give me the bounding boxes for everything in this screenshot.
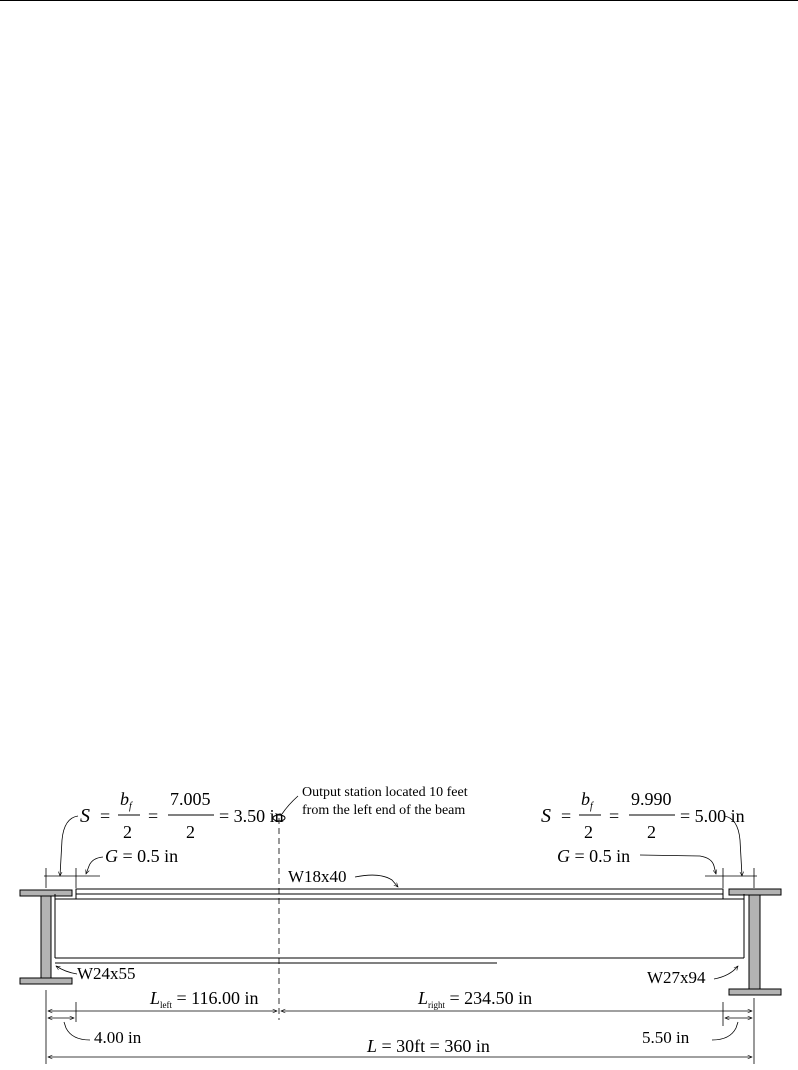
left-column-top-flange [20,890,72,896]
left-eq2: = [148,806,159,826]
output-station-leader [282,796,298,814]
right-column-leader [714,966,738,979]
left-setback-leader [60,816,78,876]
right-frac1-num-sub: f [590,801,593,812]
right-frac1-num [581,789,594,812]
right-offset-leader [712,1022,738,1040]
left-gap-var: G [105,846,118,866]
left-frac1-num [120,789,133,812]
beam [55,889,744,963]
left-frac2-num: 7.005 [170,789,211,809]
right-column-bottom-flange [729,989,781,995]
left-frac2-den: 2 [186,822,195,842]
left-frac1-num-base: b [120,789,129,809]
right-column-web [749,895,760,989]
beam-top-flange [76,889,723,894]
left-gap-rest: = 0.5 in [118,846,179,866]
total-value: = 30ft = 360 in [377,1036,490,1056]
right-gap-label [557,846,630,866]
beam-label-leader [355,875,398,887]
right-gap-leader [640,855,716,874]
output-station-text-line2: from the left end of the beam [302,803,466,818]
left-frac1-num-sub: f [129,801,132,812]
l-left-base: L [150,988,161,1008]
right-result: = 5.00 in [680,806,745,826]
l-left-sub: left [160,1000,173,1010]
beam-label: W18x40 [288,867,347,886]
right-eq2: = [609,806,620,826]
right-frac2-num: 9.990 [631,789,672,809]
l-right-base: L [418,988,429,1008]
right-column-label: W27x94 [647,968,706,987]
right-offset-label: 5.50 in [642,1028,690,1047]
left-column-web [41,896,51,978]
left-frac1-den: 2 [123,822,132,842]
total-length-label [366,1036,490,1056]
left-column [20,890,72,984]
left-setback-formula [80,789,284,842]
right-gap-rest: = 0.5 in [570,846,631,866]
right-setback-formula [541,789,745,842]
left-column-leader [56,966,77,974]
left-s-var: S [80,805,90,827]
right-eq1: = [561,806,572,826]
left-offset-label: 4.00 in [94,1028,142,1047]
right-frac2-den: 2 [647,822,656,842]
right-frac1-num-base: b [581,789,590,809]
left-offset-leader [64,1022,90,1040]
right-s-var: S [541,805,551,827]
left-column-label: W24x55 [77,964,136,983]
l-left-label [149,988,259,1010]
l-right-label [417,988,532,1010]
right-column-top-flange [729,889,781,895]
left-column-bottom-flange [20,978,72,984]
total-var: L [367,1036,378,1056]
l-right-sub: right [428,1000,446,1010]
l-left-value: = 116.00 in [172,988,259,1008]
left-eq1: = [100,806,111,826]
l-right-value: = 234.50 in [445,988,533,1008]
left-gap-label [105,846,178,866]
right-column [729,889,781,995]
left-gap-leader [86,857,103,874]
right-frac1-den: 2 [584,822,593,842]
output-station-text-line1: Output station located 10 feet [302,785,468,800]
right-gap-var: G [557,846,570,866]
left-result: = 3.50 in [219,806,284,826]
